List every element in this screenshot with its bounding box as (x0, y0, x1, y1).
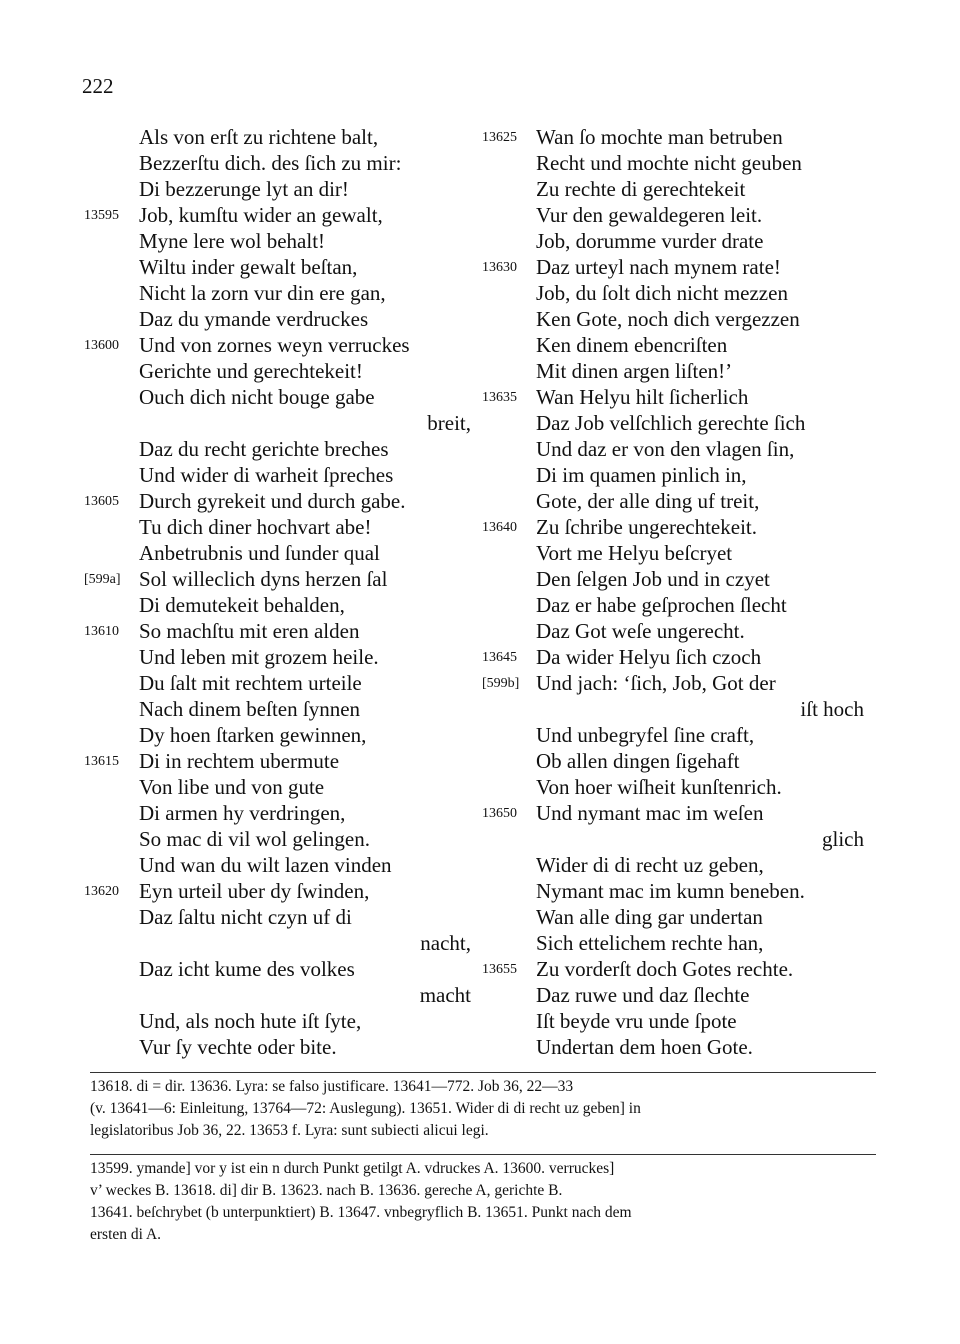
verse-text: Tu dich diner hochvart abe! (139, 515, 372, 539)
line-number: 13655 (482, 962, 517, 977)
verse-line (84, 124, 479, 150)
apparatus-line: ersten di A. (90, 1226, 162, 1243)
verse-text: Daz du ymande verdruckes (139, 307, 369, 331)
verse-text: Ob allen dingen ſigehaft (536, 749, 740, 773)
verse-text: Job, kumſtu wider an gewalt, (139, 203, 383, 227)
verse-line (480, 280, 900, 306)
verse-line (84, 1008, 479, 1034)
verse-line (84, 722, 479, 748)
verse-line (84, 540, 479, 566)
commentary-line: 13618. di = dir. 13636. Lyra: se falso justificare. 13641—772. Job 36, 22—33 (90, 1078, 574, 1095)
line-number: 13650 (482, 806, 517, 821)
verse-text: Von libe und von gute (139, 775, 325, 799)
verse-line (480, 774, 900, 800)
line-number: [599a] (84, 572, 121, 587)
verse-line (84, 878, 479, 904)
verse-text: Job, du ſolt dich nicht mezzen (536, 281, 788, 305)
verse-text: Du ſalt mit rechtem urteile (139, 671, 362, 695)
verse-line (480, 618, 900, 644)
verse-line (480, 306, 900, 332)
verse-line (480, 254, 900, 280)
left-verse-column (84, 124, 479, 1060)
line-number: 13605 (84, 494, 119, 509)
critical-apparatus (90, 1158, 876, 1246)
verse-text: Nicht la zorn vur din ere gan, (139, 281, 386, 305)
verse-line (480, 982, 900, 1008)
verse-line (84, 774, 479, 800)
verse-line (84, 176, 479, 202)
verse-text: Daz ſaltu nicht czyn uf di (139, 905, 352, 929)
verse-line (84, 462, 479, 488)
verse-text: Anbetrubnis und ſunder qual (139, 541, 380, 565)
verse-line (84, 358, 479, 384)
verse-text: Gerichte und gerechtekeit! (139, 359, 363, 383)
verse-text: Zu ſchribe ungerechtekeit. (536, 515, 757, 539)
verse-text: Vur den gewaldegeren leit. (536, 203, 763, 227)
line-number: 13595 (84, 208, 119, 223)
verse-text: Eyn urteil uber dy ſwinden, (139, 879, 370, 903)
page-number: 222 (82, 74, 114, 98)
verse-text: Daz du recht gerichte breches (139, 437, 389, 461)
verse-text: Iſt beyde vru unde ſpote (536, 1009, 737, 1033)
line-number: 13610 (84, 624, 119, 639)
line-number: [599b] (482, 676, 520, 691)
line-number: 13615 (84, 754, 119, 769)
verse-text: Und, als noch hute iſt ſyte, (139, 1009, 362, 1033)
verse-text: Und nymant mac im weſen (536, 801, 764, 825)
apparatus-line: v’ weckes B. 13618. di] dir B. 13623. nach B. 13636. gereche A, gerichte B. (90, 1182, 563, 1199)
verse-text: Wider di di recht uz geben, (536, 853, 764, 877)
verse-text: Di in rechtem ubermute (139, 749, 340, 773)
verse-text: iſt hoch (800, 697, 864, 721)
verse-text: Daz urteyl nach mynem rate! (536, 255, 781, 279)
apparatus-divider (90, 1154, 876, 1155)
verse-line (84, 904, 479, 930)
verse-line (84, 956, 479, 982)
verse-line (84, 982, 479, 1008)
verse-line (84, 800, 479, 826)
verse-line (84, 306, 479, 332)
verse-line (480, 540, 900, 566)
verse-text: Di im quamen pinlich in, (536, 463, 747, 487)
verse-text: Zu rechte di gerechtekeit (536, 177, 746, 201)
verse-text: Durch gyrekeit und durch gabe. (139, 489, 406, 513)
line-number: 13625 (482, 130, 517, 145)
verse-line (480, 514, 900, 540)
verse-line (84, 566, 479, 592)
line-number: 13640 (482, 520, 517, 535)
verse-line (480, 384, 900, 410)
verse-text: Vur ſy vechte oder bite. (139, 1035, 337, 1059)
verse-line (84, 1034, 479, 1060)
verse-text: Sol willeclich dyns herzen ſal (139, 567, 388, 591)
verse-text: breit, (427, 411, 471, 435)
verse-text: Von hoer wiſheit kunſtenrich. (536, 775, 782, 799)
commentary-notes (90, 1076, 876, 1142)
verse-text: Daz Job velſchlich gerechte ſich (536, 411, 806, 435)
verse-text: Und wider di warheit ſpreches (139, 463, 394, 487)
verse-text: Dy hoen ſtarken gewinnen, (139, 723, 367, 747)
verse-line (84, 592, 479, 618)
verse-line (480, 800, 900, 826)
verse-text: Daz icht kume des volkes (139, 957, 355, 981)
verse-text: Da wider Helyu ſich czoch (536, 645, 762, 669)
verse-line (480, 670, 900, 696)
verse-text: Und unbegryfel ſine craft, (536, 723, 755, 747)
verse-text: macht (419, 983, 471, 1007)
verse-text: nacht, (420, 931, 471, 955)
verse-text: Und jach: ‘ſich, Job, Got der (536, 671, 776, 695)
verse-line (84, 826, 479, 852)
verse-text: Wan Helyu hilt ſicherlich (536, 385, 749, 409)
verse-line (480, 878, 900, 904)
verse-line (84, 852, 479, 878)
verse-text: Als von erſt zu richtene balt, (139, 125, 379, 149)
verse-line (84, 280, 479, 306)
verse-text: Ken Gote, noch dich vergezzen (536, 307, 800, 331)
apparatus-line: 13599. ymande] vor y ist ein n durch Punkt getilgt A. vdruckes A. 13600. verruckes] (90, 1160, 615, 1177)
verse-text: Di armen hy verdringen, (139, 801, 346, 825)
verse-text: Ken dinem ebencriſten (536, 333, 728, 357)
verse-line (480, 488, 900, 514)
verse-text: Di demutekeit behalden, (139, 593, 345, 617)
verse-text: Gote, der alle ding uf treit, (536, 489, 760, 513)
line-number: 13600 (84, 338, 119, 353)
verse-line (84, 644, 479, 670)
verse-line (480, 592, 900, 618)
verse-line (480, 176, 900, 202)
verse-text: So mac di vil wol gelingen. (139, 827, 370, 851)
verse-line (84, 436, 479, 462)
verse-text: Und wan du wilt lazen vinden (139, 853, 392, 877)
verse-line (480, 462, 900, 488)
verse-line (480, 956, 900, 982)
verse-line (480, 852, 900, 878)
verse-line (480, 930, 900, 956)
verse-line (480, 566, 900, 592)
verse-text: Daz er habe geſprochen ſlecht (536, 593, 787, 617)
verse-text: Di bezzerunge lyt an dir! (139, 177, 349, 201)
verse-line (480, 124, 900, 150)
verse-line (84, 254, 479, 280)
verse-line (480, 696, 900, 722)
verse-line (480, 228, 900, 254)
verse-text: Daz ruwe und daz ſlechte (536, 983, 750, 1007)
right-verse-column (480, 124, 900, 1060)
verse-line (84, 202, 479, 228)
verse-text: Wan ſo mochte man betruben (536, 125, 783, 149)
verse-line (480, 1008, 900, 1034)
verse-line (84, 228, 479, 254)
verse-line (84, 696, 479, 722)
verse-text: Zu vorderſt doch Gotes rechte. (536, 957, 794, 981)
apparatus-line: 13641. beſchrybet (b unterpunktiert) B. 13647. vnbegryflich B. 13651. Punkt nach dem (90, 1204, 632, 1221)
verse-line (480, 826, 900, 852)
verse-line (84, 384, 479, 410)
commentary-line: (v. 13641—6: Einleitung, 13764—72: Auslegung). 13651. Wider di di recht uz geben] in (90, 1100, 641, 1117)
line-number: 13645 (482, 650, 517, 665)
commentary-line: legislatoribus Job 36, 22. 13653 f. Lyra: sunt subiecti alicui legi. (90, 1122, 489, 1139)
verse-text: Daz Got weſe ungerecht. (536, 619, 745, 643)
verse-text: Und von zornes weyn verruckes (139, 333, 410, 357)
verse-line (480, 332, 900, 358)
footnote-divider (90, 1072, 876, 1073)
verse-line (84, 488, 479, 514)
verse-line (84, 618, 479, 644)
verse-line (480, 904, 900, 930)
verse-text: Wan alle ding gar undertan (536, 905, 763, 929)
verse-line (480, 644, 900, 670)
verse-text: Sich ettelichem rechte han, (536, 931, 764, 955)
verse-text: Bezzerſtu dich. des ſich zu mir: (139, 151, 402, 175)
verse-text: Ouch dich nicht bouge gabe (139, 385, 375, 409)
verse-line (84, 332, 479, 358)
verse-line (84, 410, 479, 436)
verse-line (480, 748, 900, 774)
verse-text: glich (822, 827, 864, 851)
verse-text: So machſtu mit eren alden (139, 619, 360, 643)
verse-text: Recht und mochte nicht geuben (536, 151, 802, 175)
verse-line (84, 670, 479, 696)
verse-line (84, 514, 479, 540)
verse-line (480, 1034, 900, 1060)
verse-text: Und daz er von den vlagen ſin, (536, 437, 795, 461)
verse-text: Wiltu inder gewalt beſtan, (139, 255, 358, 279)
verse-text: Myne lere wol behalt! (139, 229, 326, 253)
verse-text: Undertan dem hoen Gote. (536, 1035, 753, 1059)
verse-line (480, 150, 900, 176)
line-number: 13620 (84, 884, 119, 899)
verse-line (480, 410, 900, 436)
verse-text: Den ſelgen Job und in czyet (536, 567, 770, 591)
verse-text: Nymant mac im kumn beneben. (536, 879, 805, 903)
verse-line (480, 436, 900, 462)
verse-line (480, 722, 900, 748)
verse-text: Job, dorumme vurder drate (536, 229, 764, 253)
verse-text: Nach dinem beſten ſynnen (139, 697, 361, 721)
verse-text: Und leben mit grozem heile. (139, 645, 379, 669)
line-number: 13635 (482, 390, 517, 405)
verse-text: Mit dinen argen liſten!’ (536, 359, 733, 383)
verse-line (84, 930, 479, 956)
verse-line (480, 202, 900, 228)
verse-text: Vort me Helyu beſcryet (536, 541, 733, 565)
verse-line (84, 150, 479, 176)
verse-line (480, 358, 900, 384)
line-number: 13630 (482, 260, 517, 275)
verse-line (84, 748, 479, 774)
